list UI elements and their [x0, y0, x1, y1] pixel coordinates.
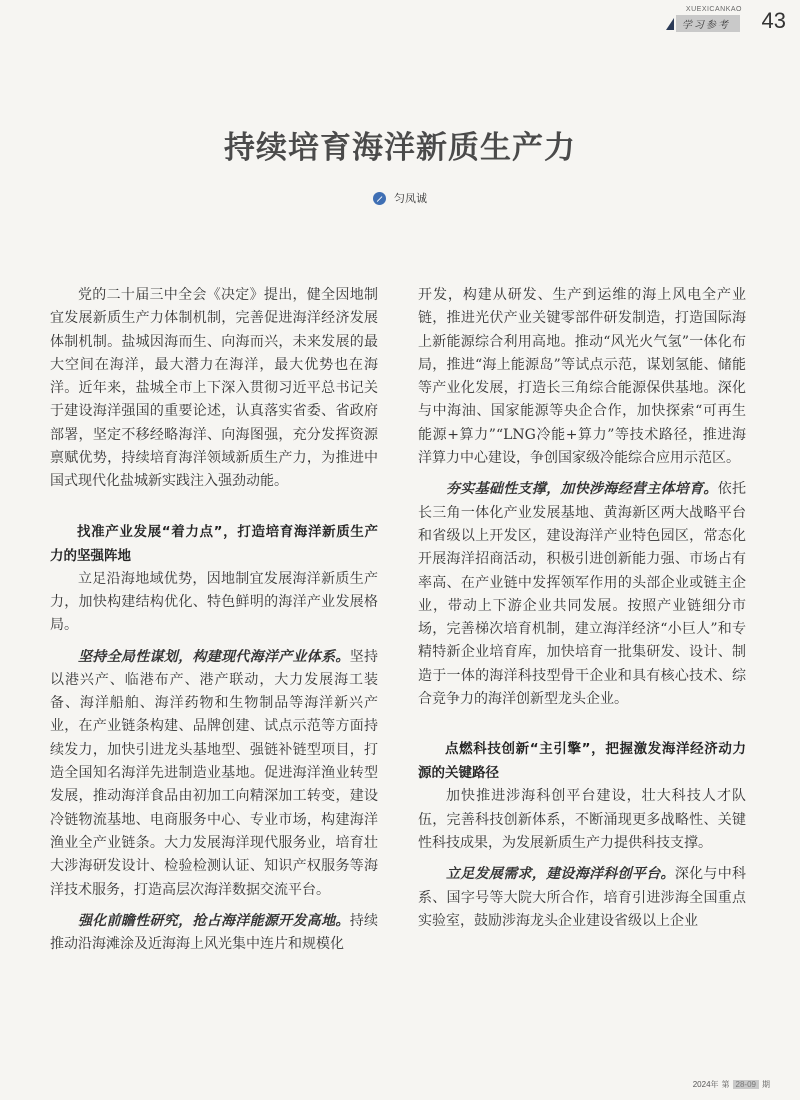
byline — [0, 190, 800, 206]
paragraph — [50, 910, 378, 957]
pen-icon — [373, 192, 386, 205]
paragraph-body: 持续推动沿海滩涂及近海海上风光集中连片和规模化 — [50, 912, 379, 953]
section-heading: 点燃科技创新“主引擎”，把握激发海洋经济动力源的关键路径 — [418, 741, 746, 782]
page-number: 43 — [761, 8, 786, 33]
running-header — [666, 6, 742, 32]
paragraph — [418, 478, 746, 711]
lead-phrase: 强化前瞻性研究，抢占海洋能源开发高地。 — [78, 912, 350, 929]
paragraph: 立足沿海地域优势，因地制宜发展海洋新质生产力，加快构建结构优化、特色鲜明的海洋产业发展格局。 — [50, 570, 378, 634]
section-badge: 学习参考 — [676, 15, 740, 32]
paragraph-body: 坚持以港兴产、临港布产、港产联动，大力发展海工装备、海洋船舶、海洋药物和生物制品等海洋新兴产业，在产业链条构建、品牌创建、试点示范等方面持续发力，加快引进龙头基地型、强链补链型项目，打造全国知名海洋先进制造业基地。促进海洋渔业转型发展，推动海洋食品由初加工向精深加工转变，建设冷链物流基地、电商服务中心、专业市场，构建海洋渔业全产业链条。大力发展海洋现代服务业，培育壮大涉海研发设计、检验检测认证、知识产权服务等海洋技术服务，打造高层次海洋数据交流平台。 — [50, 648, 379, 898]
paragraph — [418, 863, 746, 933]
lead-phrase: 坚持全局性谋划，构建现代海洋产业体系。 — [78, 648, 350, 665]
footer-di: 第 — [721, 1080, 730, 1089]
footer-issue: 28-09 — [733, 1080, 759, 1089]
paragraph — [50, 646, 378, 902]
paragraph-body: 依托长三角一体化产业发展基地、黄海新区两大战略平台和省级以上开发区，建设海洋产业特色园区，常态化开展海洋招商活动，积极引进创新能力强、市场占有率高、在产业链中发挥领军作用的头部企业或链主企业，带动上下游企业共同发展。按照产业链细分市场，完善梯次培育机制，建立海洋经济“小巨人”和专精特新企业培育库，加快培育一批集研发、设计、制造于一体的海洋科技型骨干企业和具有核心技术、综合竞争力的海洋创新型龙头企业。 — [418, 481, 747, 708]
paragraph: 加快推进涉海科创平台建设，壮大科技人才队伍，完善科技创新体系，不断涌现更多战略性、关键性科技成果，为发展新质生产力提供科技支撑。 — [418, 788, 746, 851]
left-column — [50, 284, 378, 956]
paragraph: 开发，构建从研发、生产到运维的海上风电全产业链，推进光伏产业关键零部件研发制造，打造国际海上新能源综合利用高地。推动“风光火气氢”一体化布局，推进“海上能源岛”等试点示范，谋划氢能、储能等产业化发展，打造长三角综合能源保供基地。深化与中海油、国家能源等央企合作，加快探索“可再生能源+算力”“LNG冷能+算力”等技术路径，推进海洋算力中心建设，争创国家级冷能综合应用示范区。 — [418, 287, 746, 467]
lead-phrase: 夯实基础性支撑，加快涉海经营主体培育。 — [446, 481, 718, 498]
paragraph: 党的二十届三中全会《决定》提出，健全因地制宜发展新质生产力体制机制，完善促进海洋经济发展体制机制。盐城因海而生、向海而兴，未来发展的最大空间在海洋，最大潜力在海洋，最大优势也在海洋。近年来，盐城全市上下深入贯彻习近平总书记关于建设海洋强国的重要论述，认真落实省委、省政府部署，坚定不移经略海洋、向海图强，充分发挥资源禀赋优势，持续培育海洋领域新质生产力，为推进中国式现代化盐城新实践注入强劲动能。 — [50, 287, 378, 490]
header-badge-row — [666, 15, 742, 32]
paragraph-body: 深化与中科系、国字号等大院大所合作，培育引进涉海全国重点实验室，鼓励涉海龙头企业建设省级以上企业 — [418, 866, 747, 929]
article-title: 持续培育海洋新质生产力 — [224, 130, 576, 166]
triangle-icon — [666, 18, 674, 30]
lead-phrase: 立足发展需求，建设海洋科创平台。 — [446, 866, 675, 883]
footer-year: 2024年 — [692, 1080, 719, 1089]
section-heading: 找准产业发展“着力点”，打造培育海洋新质生产力的坚强阵地 — [50, 523, 378, 564]
right-column — [418, 284, 746, 933]
issue-footer — [693, 1079, 770, 1090]
footer-qi: 期 — [762, 1080, 770, 1089]
author-name: 匀凤诚 — [394, 192, 427, 205]
header-pinyin: XUEXICANKAO — [685, 6, 742, 13]
